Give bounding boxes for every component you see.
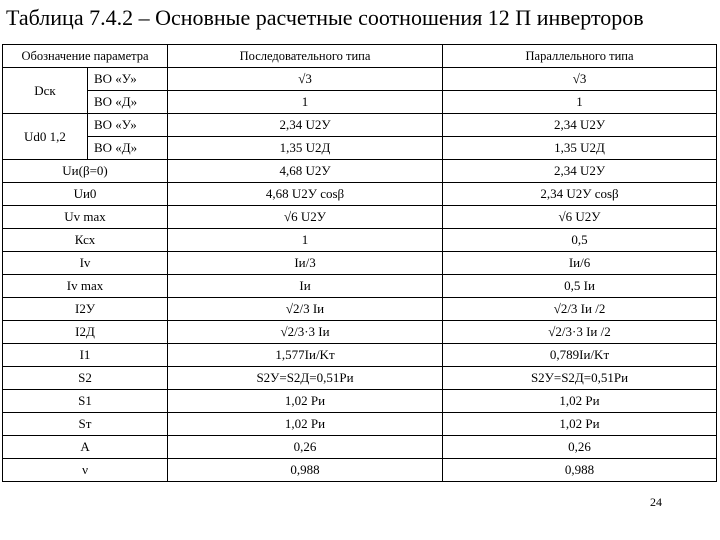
header-param: Обозначение параметра [3,45,168,68]
par-cell: 1,35 U2Д [443,137,717,160]
table-row [3,459,717,482]
par-cell: √2/3 Iи /2 [443,298,717,321]
param-cell: ν [3,459,168,482]
table-row [3,160,717,183]
seq-cell: 1,02 Pи [168,413,443,436]
group-label-ud0: Ud0 1,2 [3,114,88,160]
seq-cell: 4,68 U2У cosβ [168,183,443,206]
seq-cell: 1 [168,229,443,252]
par-cell: 0,988 [443,459,717,482]
table-row [3,321,717,344]
table-row [3,413,717,436]
par-cell: 1,02 Pи [443,390,717,413]
seq-cell: √2/3 Iи [168,298,443,321]
par-cell: Iи/6 [443,252,717,275]
sub-label: ВО «У» [88,68,168,91]
param-cell: Iv max [3,275,168,298]
table-row [3,229,717,252]
parameters-table [2,44,717,482]
table-row [3,68,717,91]
seq-cell: 0,988 [168,459,443,482]
seq-cell: 4,68 U2У [168,160,443,183]
param-cell: I1 [3,344,168,367]
seq-cell: 1 [168,91,443,114]
param-cell: Uv max [3,206,168,229]
param-cell: Sт [3,413,168,436]
param-cell: S1 [3,390,168,413]
par-cell: 0,26 [443,436,717,459]
header-par: Параллельного типа [443,45,717,68]
page-number: 24 [650,495,662,509]
sub-label: ВО «У» [88,114,168,137]
param-cell: Iv [3,252,168,275]
sub-label: ВО «Д» [88,137,168,160]
table-row [3,436,717,459]
par-cell: √3 [443,68,717,91]
table-row [3,183,717,206]
param-cell: S2 [3,367,168,390]
table-row [3,344,717,367]
par-cell: 0,789Iи/Kт [443,344,717,367]
par-cell: 1 [443,91,717,114]
seq-cell: Iи/3 [168,252,443,275]
table-title: Таблица 7.4.2 – Основные расчетные соотношения 12 П инверторов [6,5,644,30]
par-cell: 0,5 Iи [443,275,717,298]
seq-cell: S2У=S2Д=0,51Pи [168,367,443,390]
param-cell: I2Д [3,321,168,344]
header-seq: Последовательного типа [168,45,443,68]
rows-body [3,160,717,482]
header-row [3,45,717,68]
table-row [3,137,717,160]
param-cell: A [3,436,168,459]
seq-cell: √2/3·3 Iи [168,321,443,344]
par-cell: √6 U2У [443,206,717,229]
seq-cell: 2,34 U2У [168,114,443,137]
table-row [3,206,717,229]
par-cell: S2У=S2Д=0,51Pи [443,367,717,390]
table-row [3,367,717,390]
group-label-dsk: Dск [3,68,88,114]
seq-cell: 1,577Iи/Kт [168,344,443,367]
seq-cell: 0,26 [168,436,443,459]
table-row [3,390,717,413]
par-cell: 2,34 U2У [443,114,717,137]
par-cell: √2/3·3 Iи /2 [443,321,717,344]
table-row [3,252,717,275]
seq-cell: 1,35 U2Д [168,137,443,160]
table-row [3,275,717,298]
sub-label: ВО «Д» [88,91,168,114]
param-cell: Uи(β=0) [3,160,168,183]
par-cell: 2,34 U2У cosβ [443,183,717,206]
seq-cell: √3 [168,68,443,91]
par-cell: 1,02 Pи [443,413,717,436]
param-cell: I2У [3,298,168,321]
table-row [3,91,717,114]
seq-cell: √6 U2У [168,206,443,229]
param-cell: Uи0 [3,183,168,206]
table-row [3,114,717,137]
seq-cell: Iи [168,275,443,298]
table-row [3,298,717,321]
param-cell: Ксх [3,229,168,252]
seq-cell: 1,02 Pи [168,390,443,413]
par-cell: 2,34 U2У [443,160,717,183]
par-cell: 0,5 [443,229,717,252]
